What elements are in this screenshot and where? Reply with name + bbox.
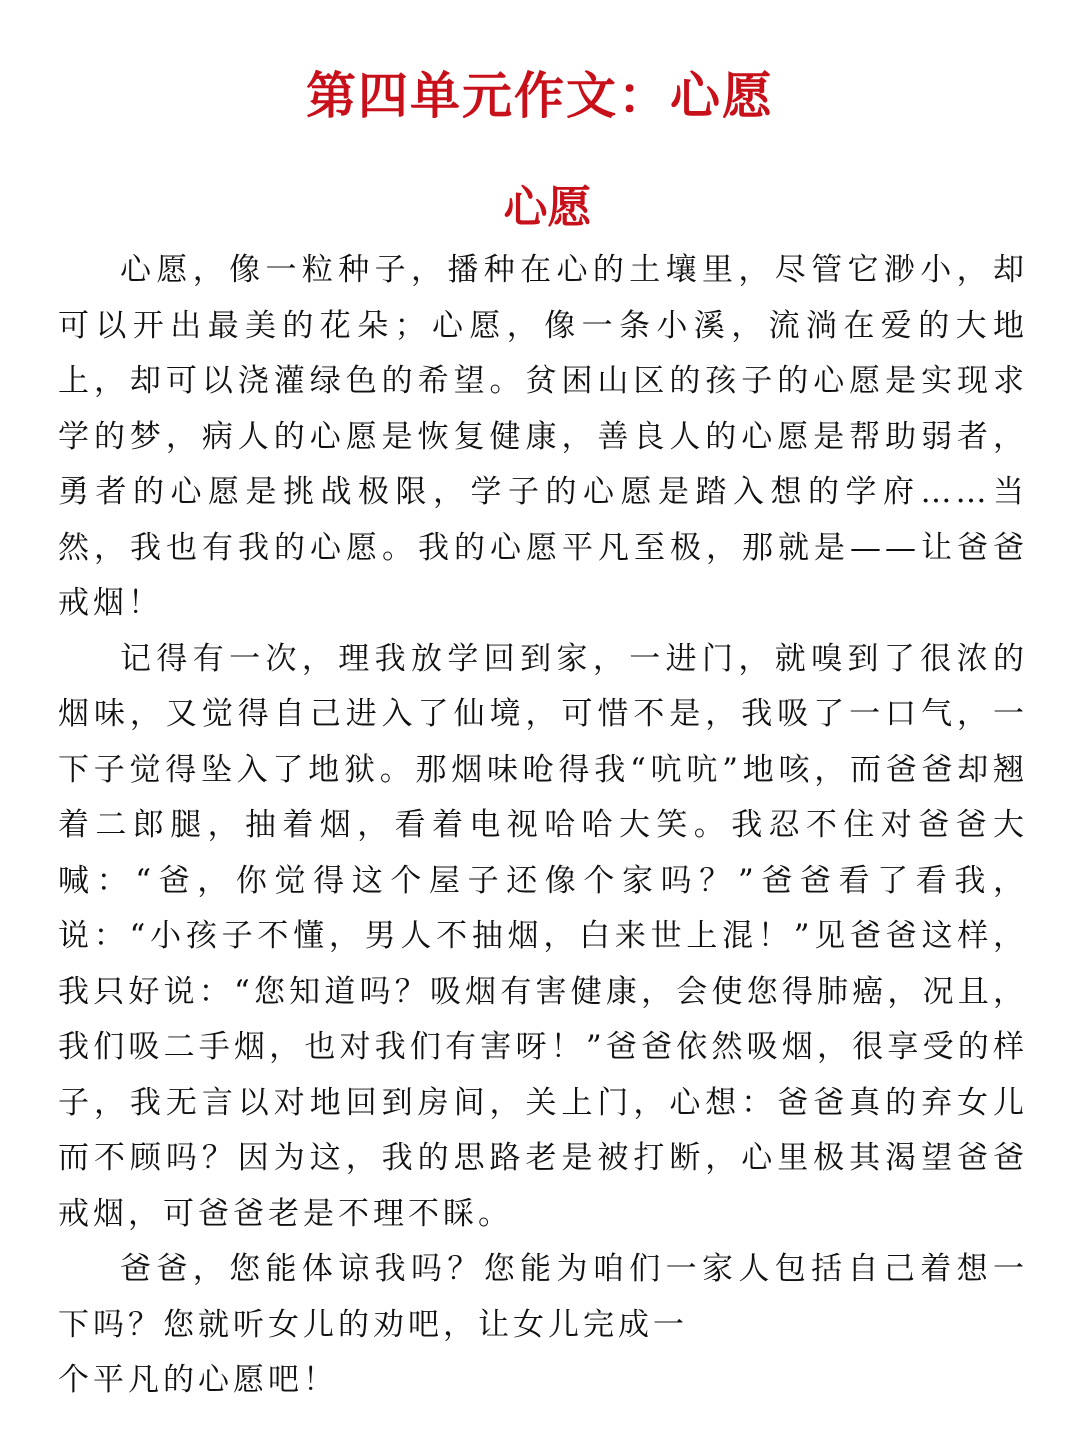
paragraph-2: 记得有一次，理我放学回到家，一进门，就嗅到了很浓的烟味，又觉得自己进入了仙境，可惜不是，我吸了一口气，一下子觉得坠入了地狱。那烟味呛得我“吭吭”地咳，而爸爸却翘着二郎腿，抽着烟，看着电视哈哈大笑。我忍不住对爸爸大喊：“爸，你觉得这个屋子还像个家吗？”爸爸看了看我，说：“小孩子不懂，男人不抽烟，白来世上混！”见爸爸这样，我只好说：“您知道吗？吸烟有害健康，会使您得肺癌，况且，我们吸二手烟，也对我们有害呀！”爸爸依然吸烟，很享受的样子，我无言以对地回到房间，关上门，心想：爸爸真的弃女儿而不顾吗？因为这，我的思路老是被打断，心里极其渴望爸爸戒烟，可爸爸老是不理不睬。 — [58, 640, 1028, 1232]
paragraph-3: 爸爸，您能体谅我吗？您能为咱们一家人包括自己着想一下吗？您就听女儿的劝吧，让女儿完成一 — [58, 1251, 1028, 1343]
essay-body — [58, 243, 1028, 1409]
essay-title: 心愿 — [503, 182, 592, 233]
paragraph-1: 心愿，像一粒种子，播种在心的土壤里，尽管它渺小，却可以开出最美的花朵；心愿，像一条小溪，流淌在爱的大地上，却可以浇灌绿色的希望。贫困山区的孩子的心愿是实现求学的梦，病人的心愿是恢复健康，善良人的心愿是帮助弱者，勇者的心愿是挑战极限，学子的心愿是踏入想的学府……当然，我也有我的心愿。我的心愿平凡至极，那就是——让爸爸戒烟！ — [58, 252, 1028, 621]
paragraph-3-final-line: 个平凡的心愿吧！ — [58, 1362, 338, 1398]
main-title: 第四单元作文：心愿 — [306, 66, 774, 125]
